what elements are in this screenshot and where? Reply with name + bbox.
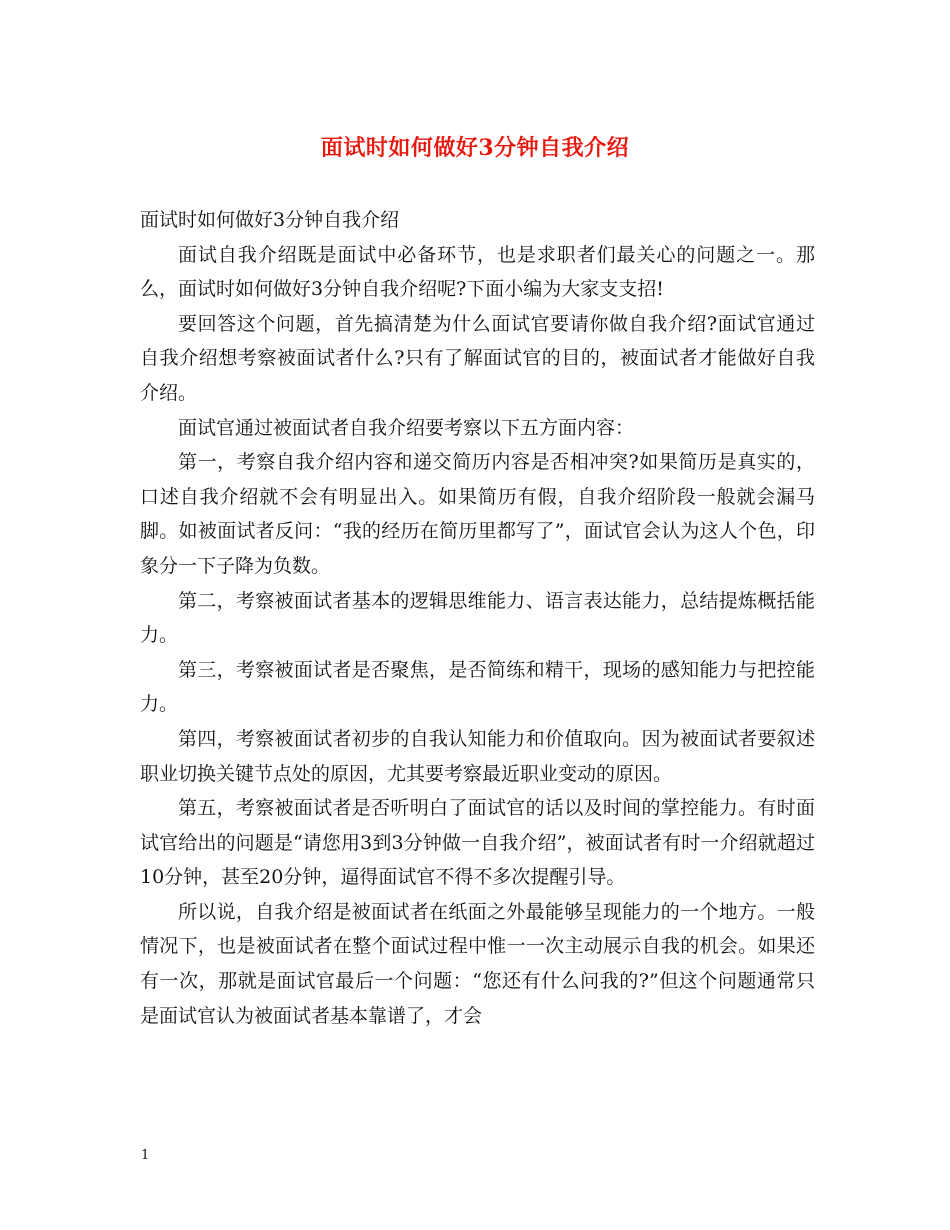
paragraph-purpose: 要回答这个问题，首先搞清楚为什么面试官要请你做自我介绍?面试官通过自我介绍想考察被面试者什么?只有了解面试官的目的，被面试者才能做好自我介绍。 bbox=[140, 312, 815, 404]
paragraph-point-two: 第二，考察被面试者基本的逻辑思维能力、语言表达能力，总结提炼概括能力。 bbox=[140, 589, 815, 647]
paragraph-intro: 面试自我介绍既是面试中必备环节，也是求职者们最关心的问题之一。那么，面试时如何做好3分钟自我介绍呢?下面小编为大家支支招! bbox=[140, 243, 815, 301]
page-number: 1 bbox=[141, 1148, 150, 1163]
document-body bbox=[140, 203, 815, 1033]
document-title: 面试时如何做好3分钟自我介绍 bbox=[320, 135, 630, 161]
paragraph-conclusion: 所以说，自我介绍是被面试者在纸面之外最能够呈现能力的一个地方。一般情况下，也是被面试者在整个面试过程中惟一一次主动展示自我的机会。如果还有一次，那就是面试官最后一个问题：“您还有什么问我的?”但这个问题通常只是面试官认为被面试者基本靠谱了，才会 bbox=[140, 900, 815, 1027]
document-subtitle: 面试时如何做好3分钟自我介绍 bbox=[140, 209, 400, 231]
paragraph-five-aspects: 面试官通过被面试者自我介绍要考察以下五方面内容： bbox=[178, 416, 635, 439]
paragraph-point-five: 第五，考察被面试者是否听明白了面试官的话以及时间的掌控能力。有时面试官给出的问题是“请您用3到3分钟做一自我介绍”，被面试者有时一介绍就超过10分钟，甚至20分钟，逼得面试官不得不多次提醒引导。 bbox=[140, 797, 815, 889]
paragraph-point-three: 第三，考察被面试者是否聚焦，是否简练和精干，现场的感知能力与把控能力。 bbox=[140, 658, 815, 716]
paragraph-point-four: 第四，考察被面试者初步的自我认知能力和价值取向。因为被面试者要叙述职业切换关键节点处的原因，尤其要考察最近职业变动的原因。 bbox=[140, 727, 815, 785]
paragraph-point-one: 第一，考察自我介绍内容和递交简历内容是否相冲突?如果简历是真实的，口述自我介绍就不会有明显出入。如果简历有假，自我介绍阶段一般就会漏马脚。如被面试者反问：“我的经历在简历里都写了”，面试官会认为这人个色，印象分一下子降为负数。 bbox=[140, 451, 815, 577]
